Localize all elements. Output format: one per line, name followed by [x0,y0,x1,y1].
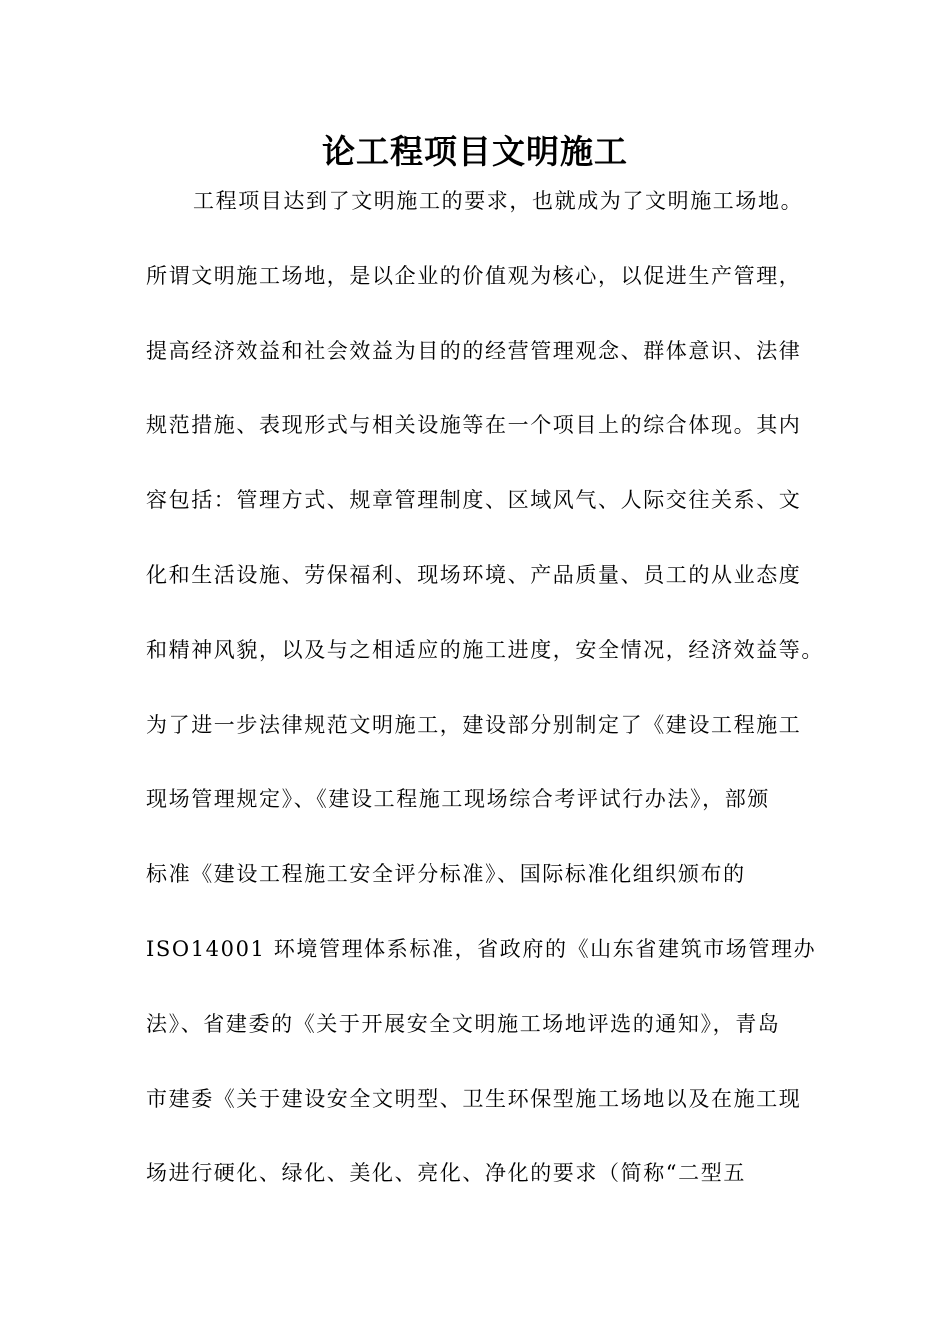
paragraph-line: 市建委《关于建设安全文明型、卫生环保型施工场地以及在施工现 [146,1086,802,1111]
paragraph-line: 提高经济效益和社会效益为目的的经营管理观念、群体意识、法律 [146,338,802,363]
paragraph-line: 现场管理规定》、《建设工程施工现场综合考评试行办法》，部颁 [146,787,770,812]
document-title: 论工程项目文明施工 [322,132,628,171]
paragraph-line: 标准《建设工程施工安全评分标准》、国际标准化组织颁布的 [146,862,746,887]
paragraph-line: 所谓文明施工场地，是以企业的价值观为核心，以促进生产管理， [146,263,802,288]
paragraph-line: 为了进一步法律规范文明施工，建设部分别制定了《建设工程施工 [146,712,802,737]
paragraph-line: 场进行硬化、绿化、美化、亮化、净化的要求（简称“二型五 [146,1161,746,1186]
paragraph-line: 容包括：管理方式、规章管理制度、区域风气、人际交往关系、文 [146,488,802,513]
paragraph-line: 工程项目达到了文明施工的要求，也就成为了文明施工场地。 [193,189,804,213]
paragraph-line: 化和生活设施、劳保福利、现场环境、产品质量、员工的从业态度 [146,562,802,587]
paragraph-line: 和精神风貌，以及与之相适应的施工进度，安全情况，经济效益等。 [146,637,824,662]
document-body [146,164,826,1211]
paragraph-line: 规范措施、表现形式与相关设施等在一个项目上的综合体现。其内 [146,413,802,438]
paragraph-line: 法》、省建委的《关于开展安全文明施工场地评选的通知》，青岛 [146,1011,781,1036]
paragraph-line: ISO14001 环境管理体系标准，省政府的《山东省建筑市场管理办 [146,936,817,961]
